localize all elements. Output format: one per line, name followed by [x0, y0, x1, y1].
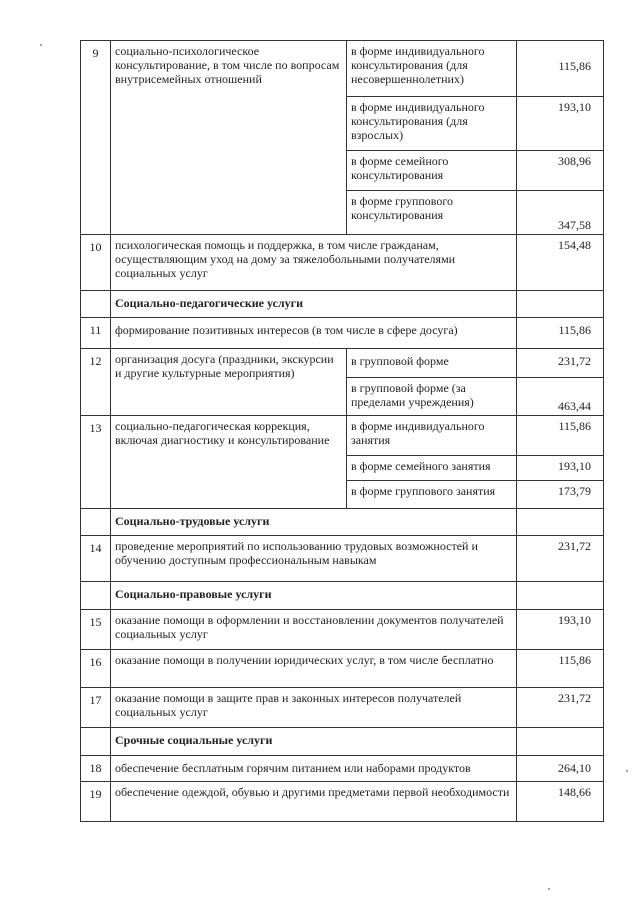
service-name: формирование позитивных интересов (в том числе в сфере досуга) [111, 318, 517, 349]
service-name: социально-психологическое консультирование, в том числе по вопросам внутрисемейных отношений [111, 41, 347, 235]
table-row [81, 756, 604, 782]
service-form: в форме группового консультирования [347, 191, 517, 235]
service-form: в форме семейного консультирования [347, 151, 517, 191]
service-price: 308,96 [517, 151, 604, 191]
service-name: проведение мероприятий по использованию трудовых возможностей и обучению доступным профессиональным навыкам [111, 536, 517, 582]
table-row [81, 41, 604, 97]
service-price: 115,86 [517, 41, 604, 97]
scan-speck [626, 770, 628, 772]
service-price: 148,66 [517, 782, 604, 822]
service-price: 193,10 [517, 610, 604, 650]
service-price: 193,10 [517, 97, 604, 151]
section-title: Социально-правовые услуги [111, 582, 517, 610]
row-number: 11 [81, 318, 111, 349]
service-price: 347,58 [517, 191, 604, 235]
service-price: 231,72 [517, 688, 604, 728]
service-name: оказание помощи в защите прав и законных интересов получателей социальных услуг [111, 688, 517, 728]
service-price: 154,48 [517, 235, 604, 291]
table-row [81, 650, 604, 688]
service-form: в форме индивидуального консультирования (для взрослых) [347, 97, 517, 151]
service-name: оказание помощи в оформлении и восстановлении документов получателей социальных услуг [111, 610, 517, 650]
table-row [81, 235, 604, 291]
service-price: 231,72 [517, 536, 604, 582]
row-number: 18 [81, 756, 111, 782]
table-row [81, 536, 604, 582]
row-number: 10 [81, 235, 111, 291]
service-name: социально-педагогическая коррекция, включая диагностику и консультирование [111, 416, 347, 509]
row-number: 12 [81, 349, 111, 416]
row-number: 13 [81, 416, 111, 509]
row-number: 19 [81, 782, 111, 822]
table-row [81, 782, 604, 822]
table-row [81, 318, 604, 349]
service-name: обеспечение бесплатным горячим питанием или наборами продуктов [111, 756, 517, 782]
section-row [81, 509, 604, 536]
section-row [81, 291, 604, 318]
service-name: оказание помощи в получении юридических услуг, в том числе бесплатно [111, 650, 517, 688]
service-price: 193,10 [517, 456, 604, 481]
service-name: организация досуга (праздники, экскурсии и другие культурные мероприятия) [111, 349, 347, 416]
service-form: в групповой форме [347, 349, 517, 378]
section-title: Социально-педагогические услуги [111, 291, 517, 318]
section-row [81, 582, 604, 610]
row-number: 15 [81, 610, 111, 650]
table-row [81, 688, 604, 728]
service-name: психологическая помощь и поддержка, в том числе гражданам, осуществляющим уход на дому за тяжелобольными получателями социальных услуг [111, 235, 517, 291]
service-form: в форме семейного занятия [347, 456, 517, 481]
row-number: 9 [81, 41, 111, 235]
service-form: в групповой форме (за пределами учреждения) [347, 378, 517, 416]
table-row [81, 349, 604, 378]
service-form: в форме группового занятия [347, 481, 517, 509]
service-price: 115,86 [517, 650, 604, 688]
scan-speck [548, 888, 550, 890]
table-row [81, 610, 604, 650]
row-number: 16 [81, 650, 111, 688]
row-number: 14 [81, 536, 111, 582]
service-form: в форме индивидуального консультирования (для несовершеннолетних) [347, 41, 517, 97]
row-number: 17 [81, 688, 111, 728]
scan-speck [40, 44, 42, 46]
service-price: 115,86 [517, 416, 604, 456]
service-price: 115,86 [517, 318, 604, 349]
services-price-table [80, 40, 604, 822]
service-price: 173,79 [517, 481, 604, 509]
service-name: обеспечение одеждой, обувью и другими предметами первой необходимости [111, 782, 517, 822]
section-title: Срочные социальные услуги [111, 728, 517, 756]
table-row [81, 416, 604, 456]
service-price: 264,10 [517, 756, 604, 782]
section-row [81, 728, 604, 756]
service-price: 463,44 [517, 378, 604, 416]
service-form: в форме индивидуального занятия [347, 416, 517, 456]
service-price: 231,72 [517, 349, 604, 378]
section-title: Социально-трудовые услуги [111, 509, 517, 536]
